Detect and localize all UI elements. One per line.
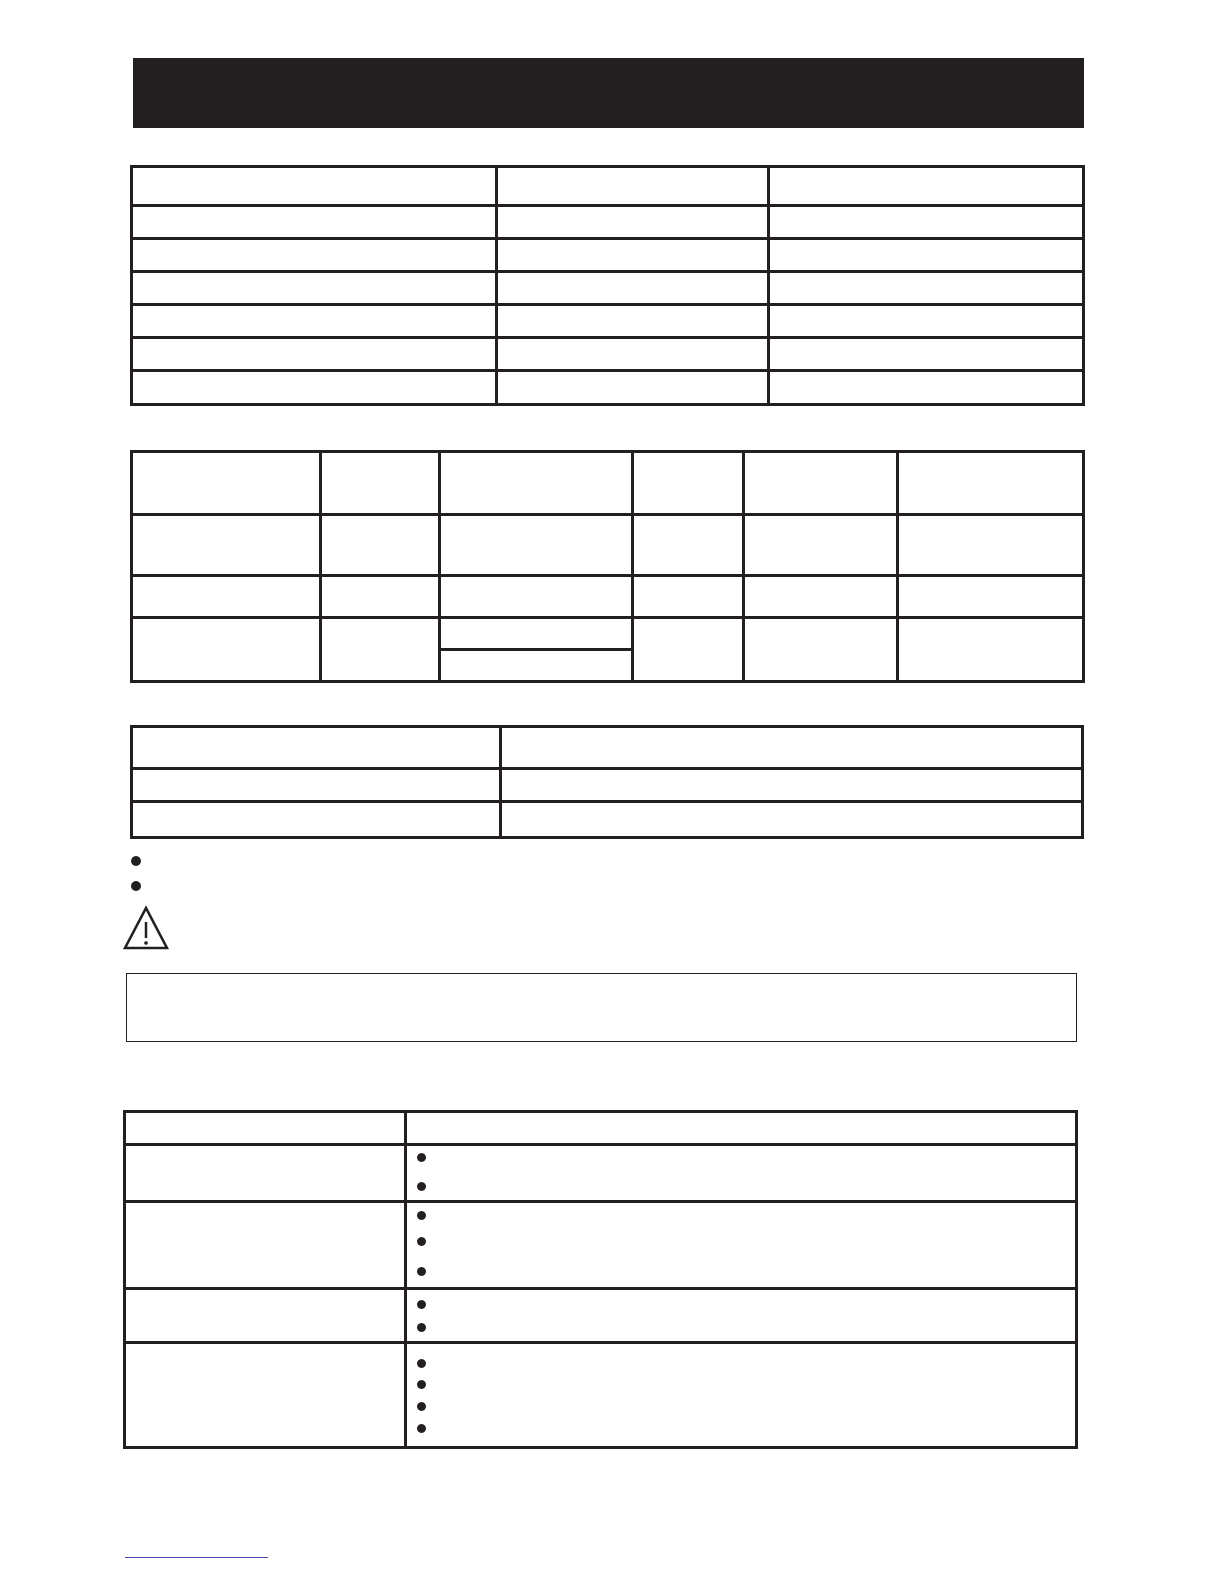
table-cell: [744, 618, 898, 682]
list-bullet: [417, 1237, 426, 1246]
table-cell: [898, 618, 1084, 682]
list-bullet: [417, 1211, 426, 1220]
table-cell: [440, 576, 633, 618]
table-header-cell: [440, 452, 633, 515]
table-row: [125, 1289, 1077, 1343]
table-cell: [769, 239, 1084, 272]
table-cell: [744, 515, 898, 576]
table-cell: [132, 305, 497, 338]
table-row: [132, 206, 1084, 239]
table-row: [132, 371, 1084, 405]
table-cell: [497, 272, 769, 305]
list-bullet: [417, 1359, 426, 1368]
table-cell: [321, 576, 440, 618]
table-row: [132, 452, 1084, 515]
table-cell: [898, 576, 1084, 618]
table-cell: [497, 206, 769, 239]
table-cell: [769, 371, 1084, 405]
table-cell: [497, 305, 769, 338]
table-cell: [132, 618, 321, 682]
table-row: [132, 239, 1084, 272]
solution-cell: [406, 1202, 1077, 1289]
table-cell: [769, 338, 1084, 371]
table-cell: [769, 305, 1084, 338]
note-bullet: [131, 856, 141, 866]
table-header-row: [125, 1112, 1077, 1145]
table-row: [125, 1343, 1077, 1448]
table-header-cell: [898, 452, 1084, 515]
table-cell: [321, 515, 440, 576]
table-cell: [769, 167, 1084, 206]
table-cell: [633, 618, 744, 682]
info-table: [130, 725, 1084, 839]
table-cell: [132, 272, 497, 305]
table-row: [125, 1145, 1077, 1202]
solution-cell: [406, 1343, 1077, 1448]
list-bullet: [417, 1424, 426, 1433]
table-cell: [132, 239, 497, 272]
header-bar: [133, 58, 1084, 128]
table-cell: [501, 802, 1083, 838]
table-row: [132, 727, 1083, 769]
table-cell: [132, 802, 501, 838]
list-bullet: [417, 1153, 426, 1162]
table-cell: [440, 650, 633, 682]
table-cell: [497, 338, 769, 371]
troubleshooting-table: [123, 1110, 1078, 1449]
list-bullet: [417, 1323, 426, 1332]
table-cell: [132, 371, 497, 405]
table-cell: [440, 618, 633, 650]
table-header-cell: [321, 452, 440, 515]
table-cell: [501, 727, 1083, 769]
note-bullet: [131, 881, 141, 891]
table-row: [132, 305, 1084, 338]
table-cell: [497, 371, 769, 405]
table-row: [132, 272, 1084, 305]
table-header-cell: [633, 452, 744, 515]
list-bullet: [417, 1380, 426, 1389]
table-row: [132, 618, 1084, 650]
table-cell: [769, 206, 1084, 239]
table-cell: [132, 727, 501, 769]
list-bullet: [417, 1402, 426, 1411]
table-cell: [769, 272, 1084, 305]
table-row: [132, 802, 1083, 838]
table-cell: [321, 618, 440, 682]
list-bullet: [417, 1267, 426, 1276]
footer-rule: [125, 1557, 268, 1558]
table-row: [132, 576, 1084, 618]
problem-cell: [125, 1145, 406, 1202]
table-cell: [744, 576, 898, 618]
table-cell: [633, 515, 744, 576]
table-cell: [501, 769, 1083, 802]
warning-triangle-icon: [122, 905, 170, 951]
table-header-cell: [125, 1112, 406, 1145]
table-row: [132, 338, 1084, 371]
notice-box: [126, 973, 1077, 1042]
problem-cell: [125, 1289, 406, 1343]
table-row: [125, 1202, 1077, 1289]
table-row: [132, 769, 1083, 802]
table-header-cell: [406, 1112, 1077, 1145]
table-cell: [132, 576, 321, 618]
table-cell: [633, 576, 744, 618]
table-header-cell: [132, 452, 321, 515]
table-cell: [898, 515, 1084, 576]
table-cell: [132, 338, 497, 371]
problem-cell: [125, 1343, 406, 1448]
problem-cell: [125, 1202, 406, 1289]
table-cell: [132, 769, 501, 802]
spec-table: [130, 165, 1085, 406]
list-bullet: [417, 1300, 426, 1309]
table-header-cell: [744, 452, 898, 515]
table-cell: [497, 167, 769, 206]
table-cell: [497, 239, 769, 272]
solution-cell: [406, 1289, 1077, 1343]
list-bullet: [417, 1182, 426, 1191]
table-cell: [132, 167, 497, 206]
table-cell: [440, 515, 633, 576]
table-row: [132, 167, 1084, 206]
table-cell: [132, 515, 321, 576]
solution-cell: [406, 1145, 1077, 1202]
table-cell: [132, 206, 497, 239]
table-row: [132, 515, 1084, 576]
model-table: [130, 450, 1085, 683]
